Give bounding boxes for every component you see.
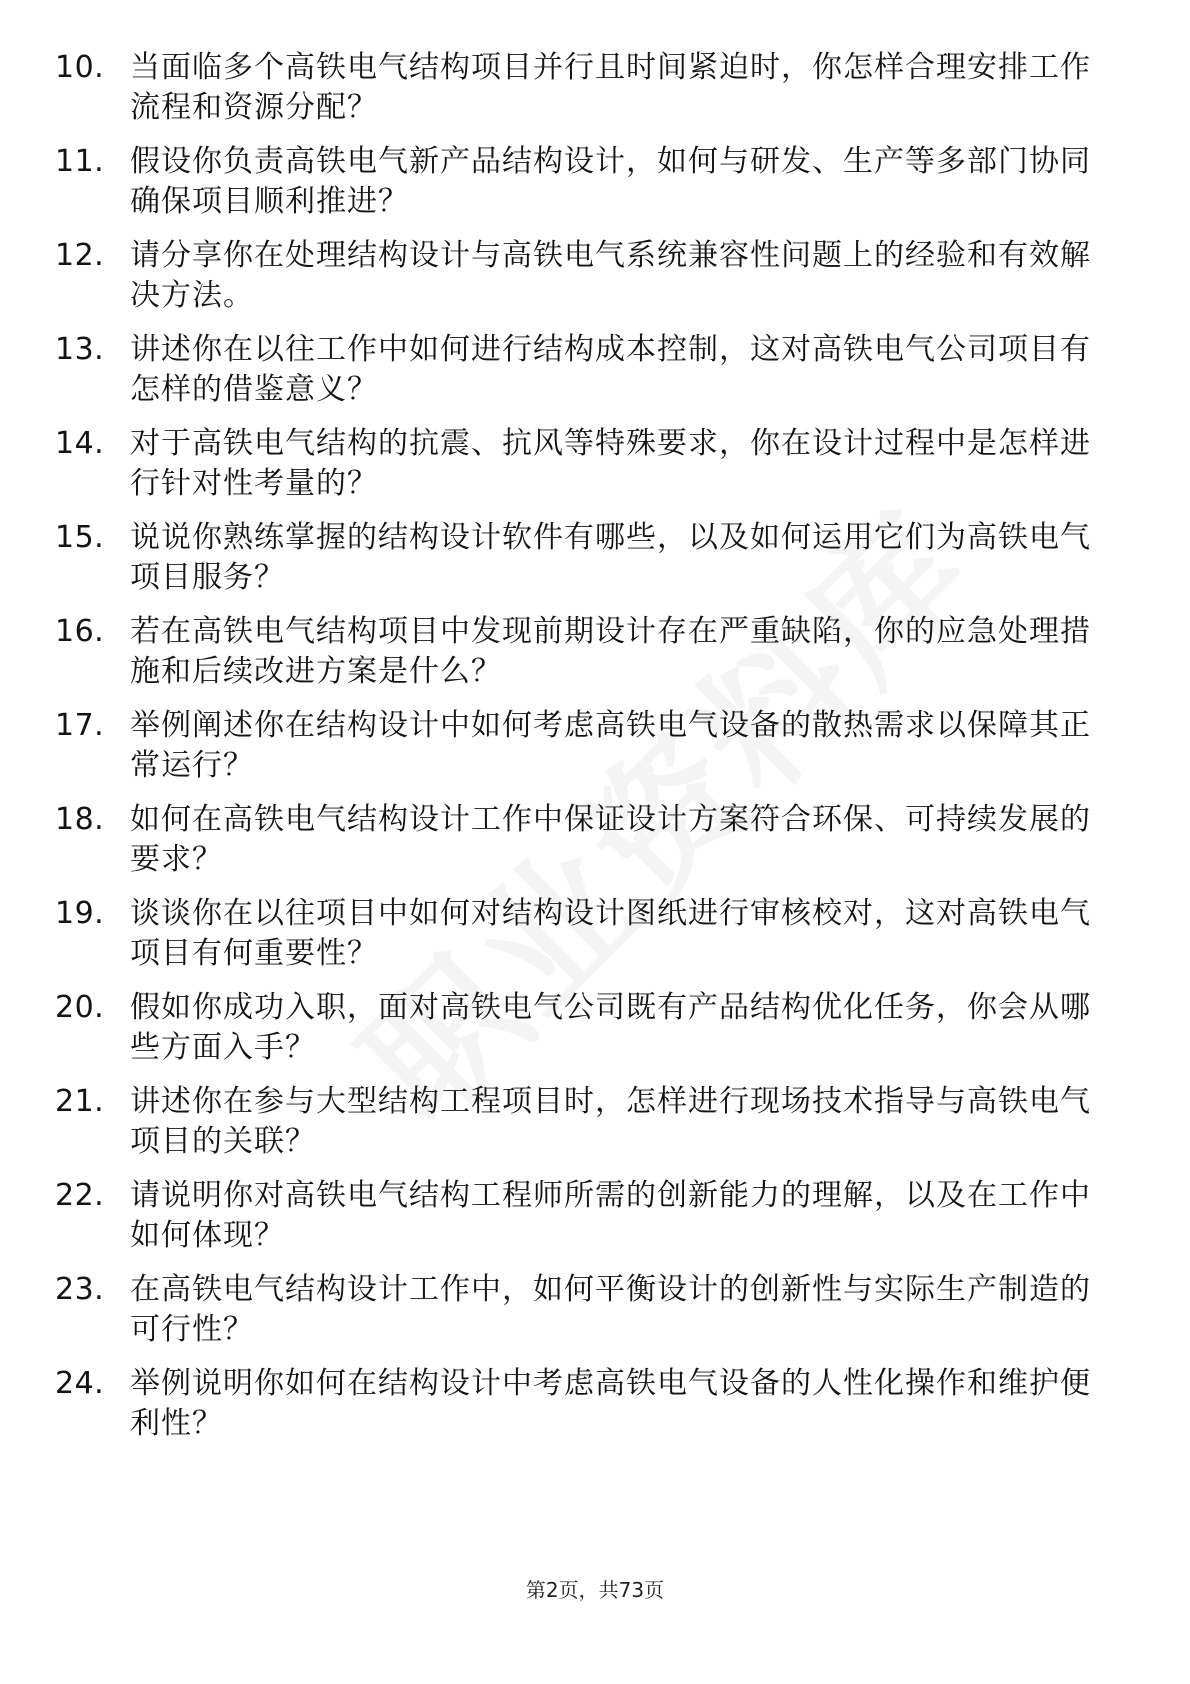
- question-number: 19.: [55, 896, 105, 931]
- question-item: [55, 236, 1115, 330]
- question-text: 讲述你在参与大型结构工程项目时，怎样进行现场技术指导与高铁电气项目的关联？: [130, 1084, 1091, 1159]
- question-number: 17.: [55, 708, 105, 743]
- question-number: 18.: [55, 802, 105, 837]
- question-text: 讲述你在以往工作中如何进行结构成本控制，这对高铁电气公司项目有怎样的借鉴意义？: [130, 332, 1091, 407]
- question-number: 15.: [55, 520, 105, 555]
- question-number: 24.: [55, 1366, 105, 1401]
- question-list: [55, 48, 1115, 1458]
- question-text: 如何在高铁电气结构设计工作中保证设计方案符合环保、可持续发展的要求？: [130, 802, 1091, 877]
- question-item: [55, 800, 1115, 894]
- question-text: 假设你负责高铁电气新产品结构设计，如何与研发、生产等多部门协同确保项目顺利推进？: [130, 144, 1091, 219]
- question-item: [55, 612, 1115, 706]
- question-item: [55, 1082, 1115, 1176]
- question-text: 谈谈你在以往项目中如何对结构设计图纸进行审核校对，这对高铁电气项目有何重要性？: [130, 896, 1091, 971]
- question-number: 11.: [55, 144, 105, 179]
- question-number: 20.: [55, 990, 105, 1025]
- question-item: [55, 1364, 1115, 1458]
- question-item: [55, 142, 1115, 236]
- question-text: 说说你熟练掌握的结构设计软件有哪些，以及如何运用它们为高铁电气项目服务？: [130, 520, 1091, 595]
- page-footer: [0, 1574, 1190, 1603]
- question-number: 21.: [55, 1084, 105, 1119]
- question-text: 请分享你在处理结构设计与高铁电气系统兼容性问题上的经验和有效解决方法。: [130, 238, 1091, 313]
- page-number-label: 第2页，共73页: [525, 1578, 665, 1602]
- question-text: 在高铁电气结构设计工作中，如何平衡设计的创新性与实际生产制造的可行性？: [130, 1272, 1091, 1347]
- question-text: 对于高铁电气结构的抗震、抗风等特殊要求，你在设计过程中是怎样进行针对性考量的？: [130, 426, 1091, 501]
- question-number: 23.: [55, 1272, 105, 1307]
- question-number: 13.: [55, 332, 105, 367]
- question-item: [55, 1176, 1115, 1270]
- question-text: 举例阐述你在结构设计中如何考虑高铁电气设备的散热需求以保障其正常运行？: [130, 708, 1091, 783]
- question-number: 10.: [55, 50, 105, 85]
- question-text: 若在高铁电气结构项目中发现前期设计存在严重缺陷，你的应急处理措施和后续改进方案是什么？: [130, 614, 1091, 689]
- question-number: 12.: [55, 238, 105, 273]
- question-item: [55, 1270, 1115, 1364]
- question-text: 假如你成功入职，面对高铁电气公司既有产品结构优化任务，你会从哪些方面入手？: [130, 990, 1091, 1065]
- question-item: [55, 330, 1115, 424]
- question-number: 22.: [55, 1178, 105, 1213]
- question-item: [55, 706, 1115, 800]
- question-number: 16.: [55, 614, 105, 649]
- question-number: 14.: [55, 426, 105, 461]
- question-item: [55, 894, 1115, 988]
- question-item: [55, 48, 1115, 142]
- question-text: 举例说明你如何在结构设计中考虑高铁电气设备的人性化操作和维护便利性？: [130, 1366, 1091, 1441]
- question-text: 请说明你对高铁电气结构工程师所需的创新能力的理解，以及在工作中如何体现？: [130, 1178, 1091, 1253]
- question-item: [55, 424, 1115, 518]
- question-item: [55, 988, 1115, 1082]
- question-item: [55, 518, 1115, 612]
- question-text: 当面临多个高铁电气结构项目并行且时间紧迫时，你怎样合理安排工作流程和资源分配？: [130, 50, 1091, 125]
